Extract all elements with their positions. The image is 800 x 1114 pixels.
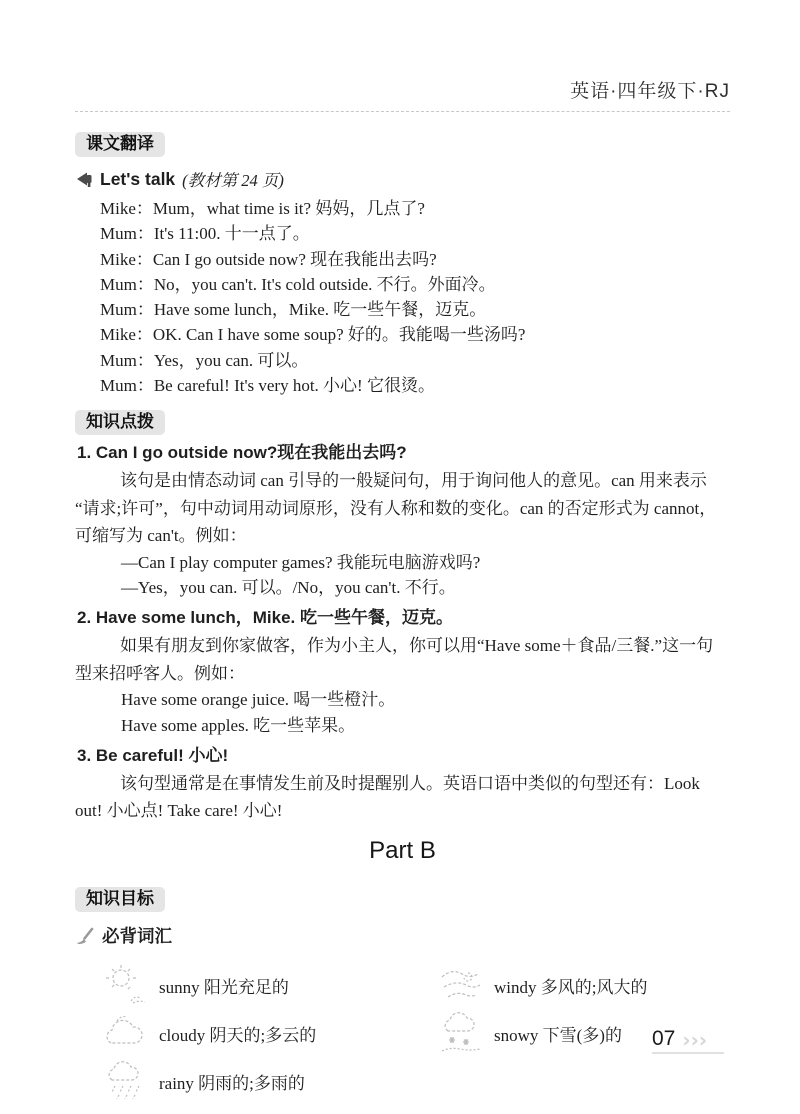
dialogue-line: Mum：It's 11:00. 十一点了。 (100, 224, 310, 244)
rainy-sketch-icon (103, 1059, 149, 1103)
brush-icon (76, 926, 94, 944)
vocab-subtitle-row (76, 923, 730, 948)
point-para-line: 该句型通常是在事情发生前及时提醒别人。英语口语中类似的句型还有：Look (120, 774, 700, 794)
example-line: —Can I play computer games? 我能玩电脑游戏吗? (121, 552, 481, 572)
dialogue-line: Mum：Yes，you can. 可以。 (100, 350, 309, 370)
point-heading-1: 1. Can I go outside now?现在我能出去吗? (77, 443, 407, 463)
vocab-grid (103, 962, 730, 1105)
example-line: —Yes，you can. 可以。/No，you can't. 不行。 (121, 578, 456, 597)
vocab-item-cloudy (103, 1010, 438, 1057)
point-para-line: 型来招呼客人。例如： (75, 663, 245, 683)
point-para-line: 该句是由情态动词 can 引导的一般疑问句，用于询问他人的意见。can 用来表示 (120, 471, 707, 491)
example-line: Have some orange juice. 喝一些橙汁。 (121, 690, 396, 710)
point-para-line: “请求;许可”，句中动词用动词原形，没有人称和数的变化。can 的否定形式为 cannot， (75, 498, 717, 518)
dialogue-line: Mum：Be careful! It's very hot. 小心! 它很烫。 (100, 376, 435, 396)
page-number-underline (652, 1052, 724, 1054)
point-para-line: 如果有朋友到你家做客，作为小主人，你可以用“Have some＋食品/三餐.”这一句 (120, 636, 714, 656)
vocab-subtitle: 必背词汇 (102, 925, 172, 946)
lets-talk-title: Let's talk (100, 168, 176, 189)
part-b-title: Part B (369, 836, 436, 864)
snowy-sketch-icon (438, 1011, 484, 1055)
vocab-word: snowy 下雪(多)的 (494, 1025, 622, 1045)
example-line: Have some apples. 吃一些苹果。 (121, 715, 356, 735)
section-label-goals: 知识目标 (75, 887, 165, 912)
page-header-title: 英语·四年级下·RJ (570, 81, 730, 102)
dialogue-line: Mike：Mum，what time is it? 妈妈，几点了? (100, 199, 425, 218)
dialogue-block (100, 196, 730, 398)
point-para-line: 可缩写为 can't。例如： (75, 526, 247, 546)
chevrons-icon: ››› (682, 1028, 708, 1052)
section-goals (75, 873, 730, 1105)
section-knowledge (75, 398, 730, 824)
windy-sketch-icon (438, 963, 484, 1007)
vocab-item-sunny (103, 962, 438, 1009)
page-footer (652, 1027, 730, 1054)
vocab-word: cloudy 阴天的;多云的 (159, 1025, 317, 1045)
dialogue-line: Mum：No，you can't. It's cold outside. 不行。外面冷。 (100, 274, 496, 294)
lets-talk-page-note: (教材第 24 页) (182, 171, 284, 190)
vocab-item-rainy (103, 1058, 438, 1105)
vocab-word: rainy 阴雨的;多雨的 (159, 1073, 305, 1093)
section-label-knowledge: 知识点拨 (75, 410, 165, 435)
megaphone-icon (76, 170, 93, 188)
vocab-word: windy 多风的;风大的 (494, 977, 648, 997)
page-number: 07 (652, 1027, 676, 1050)
dialogue-line: Mike：Can I go outside now? 现在我能出去吗? (100, 249, 437, 269)
dialogue-line: Mike：OK. Can I have some soup? 好的。我能喝一些汤吗? (100, 325, 526, 345)
section-label-translation: 课文翻译 (75, 132, 165, 157)
vocab-word: sunny 阳光充足的 (159, 977, 289, 997)
sunny-sketch-icon (103, 963, 149, 1007)
lets-talk-row (76, 167, 730, 191)
point-para-line: out! 小心点! Take care! 小心! (75, 801, 283, 821)
page-number-row (652, 1027, 730, 1051)
section-translation (75, 112, 730, 398)
point-heading-3: 3. Be careful! 小心! (77, 746, 229, 766)
point-heading-2: 2. Have some lunch，Mike. 吃一些午餐，迈克。 (77, 608, 453, 628)
vocab-item-windy (438, 962, 730, 1009)
cloudy-sketch-icon (103, 1011, 149, 1055)
dialogue-line: Mum：Have some lunch，Mike. 吃一些午餐，迈克。 (100, 300, 487, 320)
